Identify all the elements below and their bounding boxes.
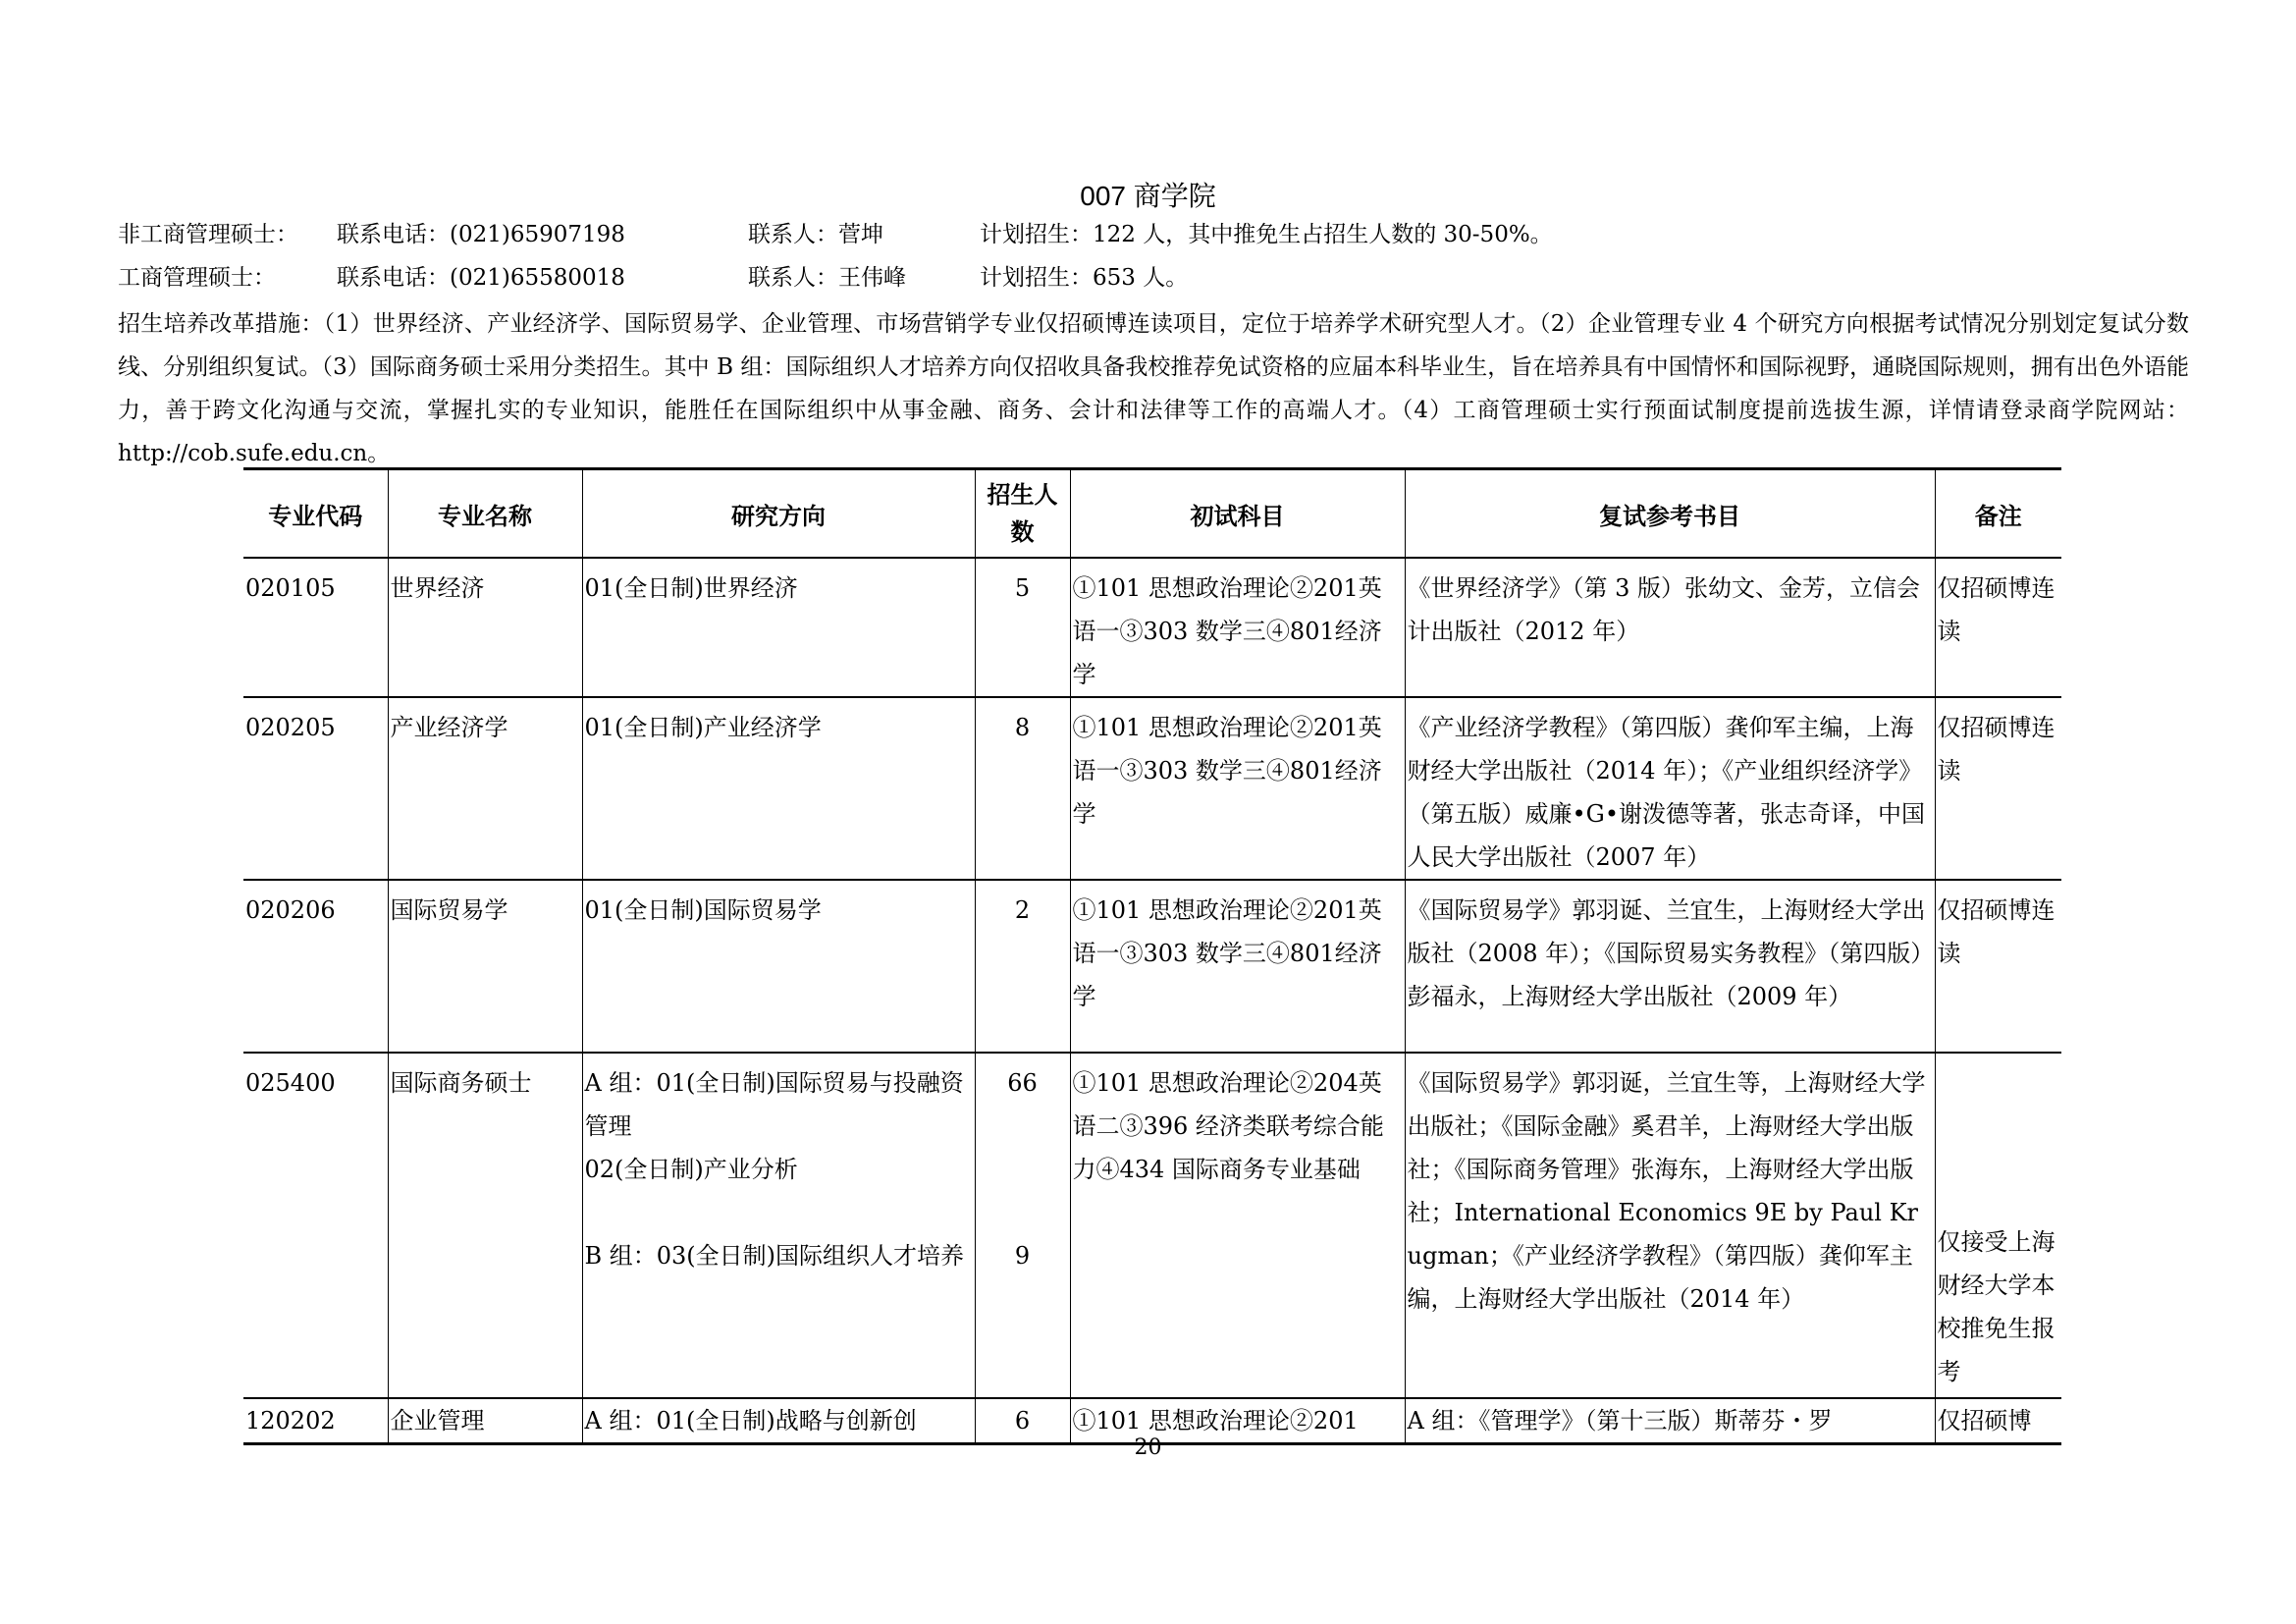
- header-exam: 初试科目: [1070, 469, 1405, 559]
- cell-exam: ①101 思想政治理论②201英语一③303 数学三④801经济学: [1070, 880, 1405, 1053]
- header-count: 招生人数: [975, 469, 1070, 559]
- cell-code: 025400: [243, 1053, 388, 1398]
- table-row: [243, 880, 2061, 1053]
- program-label: 非工商管理硕士：: [118, 222, 298, 247]
- contact-person: 联系人：菅坤: [748, 222, 883, 247]
- contact-phone: 联系电话：(021)65580018: [337, 265, 625, 291]
- cell-note: 仅招硕博: [1935, 1398, 2061, 1444]
- reform-measures-paragraph: 招生培养改革措施：（1）世界经济、产业经济学、国际贸易学、企业管理、市场营销学专业仅招硕博连读项目，定位于培养学术研究型人才。（2）企业管理专业 4 个研究方向根据考试情况分别划定复试分数线、分别组织复试。（3）国际商务硕士采用分类招生。其中 B 组：国际组织人才培养方向仅招收具备我校推荐免试资格的应届本科毕业生，旨在培养具有中国情怀和国际视野，通晓国际规则，拥有出色外语能力，善于跨文化沟通与交流，掌握扎实的专业知识，能胜任在国际组织中从事金融、商务、会计和法律等工作的高端人才。（4）工商管理硕士实行预面试制度提前选拔生源，详情请登录商学院网站：http://cob.sufe.edu.cn。: [118, 311, 2189, 466]
- cell-name: 国际商务硕士: [388, 1053, 582, 1398]
- page-title: 007 商学院: [1080, 181, 1216, 211]
- cell-note: 仅招硕博连读: [1935, 697, 2061, 880]
- header-name: 专业名称: [388, 469, 582, 559]
- cell-note: 仅招硕博连读: [1935, 880, 2061, 1053]
- header-books: 复试参考书目: [1405, 469, 1935, 559]
- cell-name: 国际贸易学: [388, 880, 582, 1053]
- cell-count: 8: [975, 697, 1070, 880]
- cell-books: 《产业经济学教程》（第四版）龚仰军主编，上海财经大学出版社（2014 年）；《产业组织经济学》（第五版）威廉•G•谢泼德等著，张志奇译，中国人民大学出版社（2007 年）: [1405, 697, 1935, 880]
- cell-code: 120202: [243, 1398, 388, 1444]
- cell-name: 世界经济: [388, 558, 582, 697]
- enrollment-plan: 计划招生：122 人，其中推免生占招生人数的 30-50%。: [980, 222, 1553, 247]
- cell-direction: 01(全日制)国际贸易学: [582, 880, 975, 1053]
- cell-count: 6: [975, 1398, 1070, 1444]
- table-row: [243, 697, 2061, 880]
- cell-exam: ①101 思想政治理论②201英语一③303 数学三④801经济学: [1070, 558, 1405, 697]
- cell-books: 《国际贸易学》郭羽诞、兰宜生，上海财经大学出版社（2008 年）；《国际贸易实务教程》（第四版）彭福永，上海财经大学出版社（2009 年）: [1405, 880, 1935, 1053]
- page-number: 20: [1134, 1435, 1162, 1460]
- cell-direction: 01(全日制)世界经济: [582, 558, 975, 697]
- cell-books: A 组：《管理学》（第十三版）斯蒂芬・罗: [1405, 1398, 1935, 1444]
- header-note: 备注: [1935, 469, 2061, 559]
- contact-person: 联系人：王伟峰: [748, 265, 906, 291]
- cell-code: 020205: [243, 697, 388, 880]
- note-text: 仅接受上海财经大学本校推免生报考: [1937, 1228, 2056, 1385]
- cell-exam: ①101 思想政治理论②201: [1070, 1398, 1405, 1444]
- count-group-b: 9: [1014, 1242, 1031, 1270]
- cell-code: 020105: [243, 558, 388, 697]
- program-label: 工商管理硕士：: [118, 265, 276, 291]
- cell-name: 企业管理: [388, 1398, 582, 1444]
- header-code: 专业代码: [243, 469, 388, 559]
- program-table: [243, 467, 2061, 1445]
- header-direction: 研究方向: [582, 469, 975, 559]
- table-row: [243, 1053, 2061, 1398]
- cell-exam: ①101 思想政治理论②204英语二③396 经济类联考综合能力④434 国际商务专业基础: [1070, 1053, 1405, 1398]
- cell-code: 020206: [243, 880, 388, 1053]
- cell-count: [975, 1053, 1070, 1398]
- cell-exam: ①101 思想政治理论②201英语一③303 数学三④801经济学: [1070, 697, 1405, 880]
- direction-group-b: B 组：03(全日制)国际组织人才培养: [584, 1242, 965, 1270]
- cell-count: 2: [975, 880, 1070, 1053]
- cell-direction: [582, 1053, 975, 1398]
- contact-phone: 联系电话：(021)65907198: [337, 222, 625, 247]
- cell-books: 《世界经济学》（第 3 版）张幼文、金芳，立信会计出版社（2012 年）: [1405, 558, 1935, 697]
- cell-name: 产业经济学: [388, 697, 582, 880]
- cell-note: [1935, 1053, 2061, 1398]
- cell-direction: 01(全日制)产业经济学: [582, 697, 975, 880]
- count-group-a: 66: [1007, 1069, 1038, 1097]
- enrollment-plan: 计划招生：653 人。: [980, 265, 1189, 291]
- cell-books: 《国际贸易学》郭羽诞，兰宜生等，上海财经大学出版社；《国际金融》奚君羊，上海财经大学出版社；《国际商务管理》张海东，上海财经大学出版社；International Economics 9E by Paul Krugman；《产业经济学教程》（第四版）龚仰军主编，上海财经大学出版社（2014 年）: [1405, 1053, 1935, 1398]
- table-row: [243, 558, 2061, 697]
- cell-direction: A 组：01(全日制)战略与创新创: [582, 1398, 975, 1444]
- direction-group-a-2: 02(全日制)产业分析: [584, 1156, 798, 1183]
- cell-note: 仅招硕博连读: [1935, 558, 2061, 697]
- table-header-row: [243, 469, 2061, 559]
- direction-group-a-1: A 组：01(全日制)国际贸易与投融资管理: [584, 1069, 964, 1140]
- cell-count: 5: [975, 558, 1070, 697]
